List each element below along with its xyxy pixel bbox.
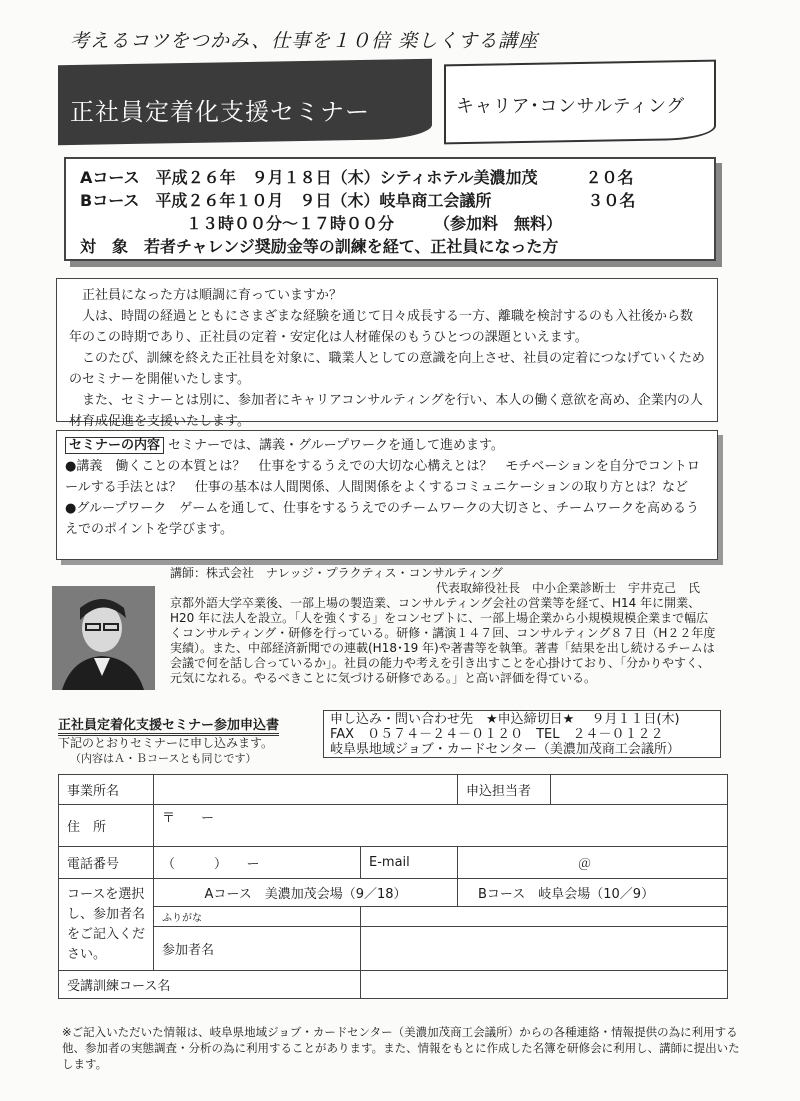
training-label: 受講訓練コース名 [59, 971, 361, 999]
email-input[interactable]: ＠ [458, 847, 728, 879]
contact-center: 岐阜県地域ジョブ・カードセンター（美濃加茂商工会議所） [330, 742, 680, 757]
course-a-option[interactable]: Aコース 美濃加茂会場（9／18） [154, 879, 458, 907]
tagline: 考えるコツをつかみ、仕事を１０倍 楽しくする講座 [70, 30, 539, 52]
address-label: 住 所 [59, 805, 154, 847]
email-label: E-mail [361, 847, 458, 879]
seminar-content-box [56, 430, 718, 560]
target-line: 対 象 若者チャレンジ奨励金等の訓練を経て、正社員になった方 [80, 237, 559, 256]
content-tag: セミナーの内容 [65, 437, 164, 454]
lecturer-photo [52, 586, 155, 690]
lecturer-info [170, 566, 720, 686]
course-b-line: Bコース 平成２６年１０月 ９日（木）岐阜商工会議所 ３０名 [80, 191, 636, 210]
phone-label: 電話番号 [59, 847, 154, 879]
form-sub-note: （内容はＡ・Ｂコースとも同じです） [70, 752, 257, 765]
seminar-subtitle: キャリア･コンサルティング [456, 96, 685, 117]
contact-phone-fax: FAX ０５７４－２４－０１２０ TEL ２４－０１２２ [330, 727, 664, 742]
form-title: 正社員定着化支援セミナー参加申込書 [58, 714, 279, 736]
staff-input[interactable] [551, 775, 728, 805]
intro-paragraph: 正社員になった方は順調に育っていますか？ [82, 288, 343, 303]
intro-paragraph: 人は、時間の経過とともにさまざまな経験を通じて日々成長する一方、離職を検討するのも入社後から数年のこの時期であり、正社員の定着・安定化は人材確保のもうひとつの課題といえます。 [69, 309, 694, 345]
company-label: 事業所名 [59, 775, 154, 805]
seminar-title: 正社員定着化支援セミナー [70, 98, 370, 126]
lecturer-company: 講師：株式会社 ナレッジ・プラクティス・コンサルティング [170, 566, 503, 580]
privacy-footnote: ※ご記入いただいた情報は、岐阜県地域ジョブ・カードセンター（美濃加茂商工会議所）からの各種連絡・情報提供の為に利用する他、参加者の実態調査・分析の為に利用することがあります。また、情報をもとに作成した名簿を研修会に利用し、講師に提出いたします。 [62, 1025, 740, 1071]
course-info-box [64, 157, 716, 261]
lecturer-bio: 京都外語大学卒業後、一部上場の製造業、コンサルティング会社の営業等を経て、H14 年に開業、H20 年に法人を設立。「人を強くする」をコンセプトに、一部上場企業から小規模規模企業まで幅広くコンサルティング・研修を行っている。研修・講演１４７回、コンサルティング８７日（H２２年度実績）。また、中部経済新聞での連載(H18･19 年)や著書等を執筆。著書「結果を出し続けるチームは会議で何を話し合っているか」。社員の能力や考えを引き出すことを心掛けており、「分かりやすく、元気になれる。やるべきことに気づける研修である。」と高い評価を得ている。 [170, 596, 716, 685]
intro-paragraph: また、セミナーとは別に、参加者にキャリアコンサルティングを行い、本人の働く意欲を高め、企業内の人材育成促進を支援いたします。 [69, 393, 703, 429]
address-input[interactable]: 〒 ー [154, 805, 728, 847]
content-lead: セミナーでは、講義・グループワークを通して進めます。 [168, 438, 504, 453]
form-instructions [58, 736, 273, 766]
company-input[interactable] [154, 775, 458, 805]
participant-input[interactable] [361, 927, 728, 971]
intro-box [56, 278, 718, 429]
course-a-line: Aコース 平成２６年 ９月１８日（木）シティホテル美濃加茂 ２０名 [80, 168, 634, 187]
training-input[interactable] [361, 971, 728, 999]
contact-deadline: 申し込み・問い合わせ先 ★申込締切日★ ９月１１日(木) [330, 712, 680, 727]
application-form-table [58, 774, 728, 999]
contact-box [323, 710, 721, 758]
participant-label: 参加者名 [154, 927, 361, 971]
furigana-label: ふりがな [154, 907, 361, 927]
staff-label: 申込担当者 [458, 775, 551, 805]
course-select-label: コースを選択し、参加者名をご記入ください。 [59, 879, 154, 971]
groupwork-description: ●グループワーク ゲームを通して、仕事をするうえでのチームワークの大切さと、チームワークを高めるうえでのポイントを学びます。 [65, 501, 700, 537]
phone-input[interactable]: （ ） ー [154, 847, 361, 879]
form-sub-line: 下記のとおりセミナーに申し込みます。 [58, 736, 274, 750]
time-line: １３時００分～１７時００分 （参加料 無料） [186, 214, 563, 233]
furigana-input[interactable] [361, 907, 728, 927]
lecture-description: ●講義 働くことの本質とは？ 仕事をするうえでの大切な心構えとは？ モチベーションを自分でコントロールする手法とは？ 仕事の基本は人間関係、人間関係をよくするコミュニケーションの取り方とは？など [65, 459, 700, 495]
lecturer-name: 代表取締役社長 中小企業診断士 宇井克己 氏 [435, 581, 700, 595]
course-b-option[interactable]: Bコース 岐阜会場（10／9） [458, 879, 728, 907]
intro-paragraph: このたび、訓練を終えた正社員を対象に、職業人としての意識を向上させ、社員の定着につなげていくためのセミナーを開催いたします。 [69, 351, 705, 387]
